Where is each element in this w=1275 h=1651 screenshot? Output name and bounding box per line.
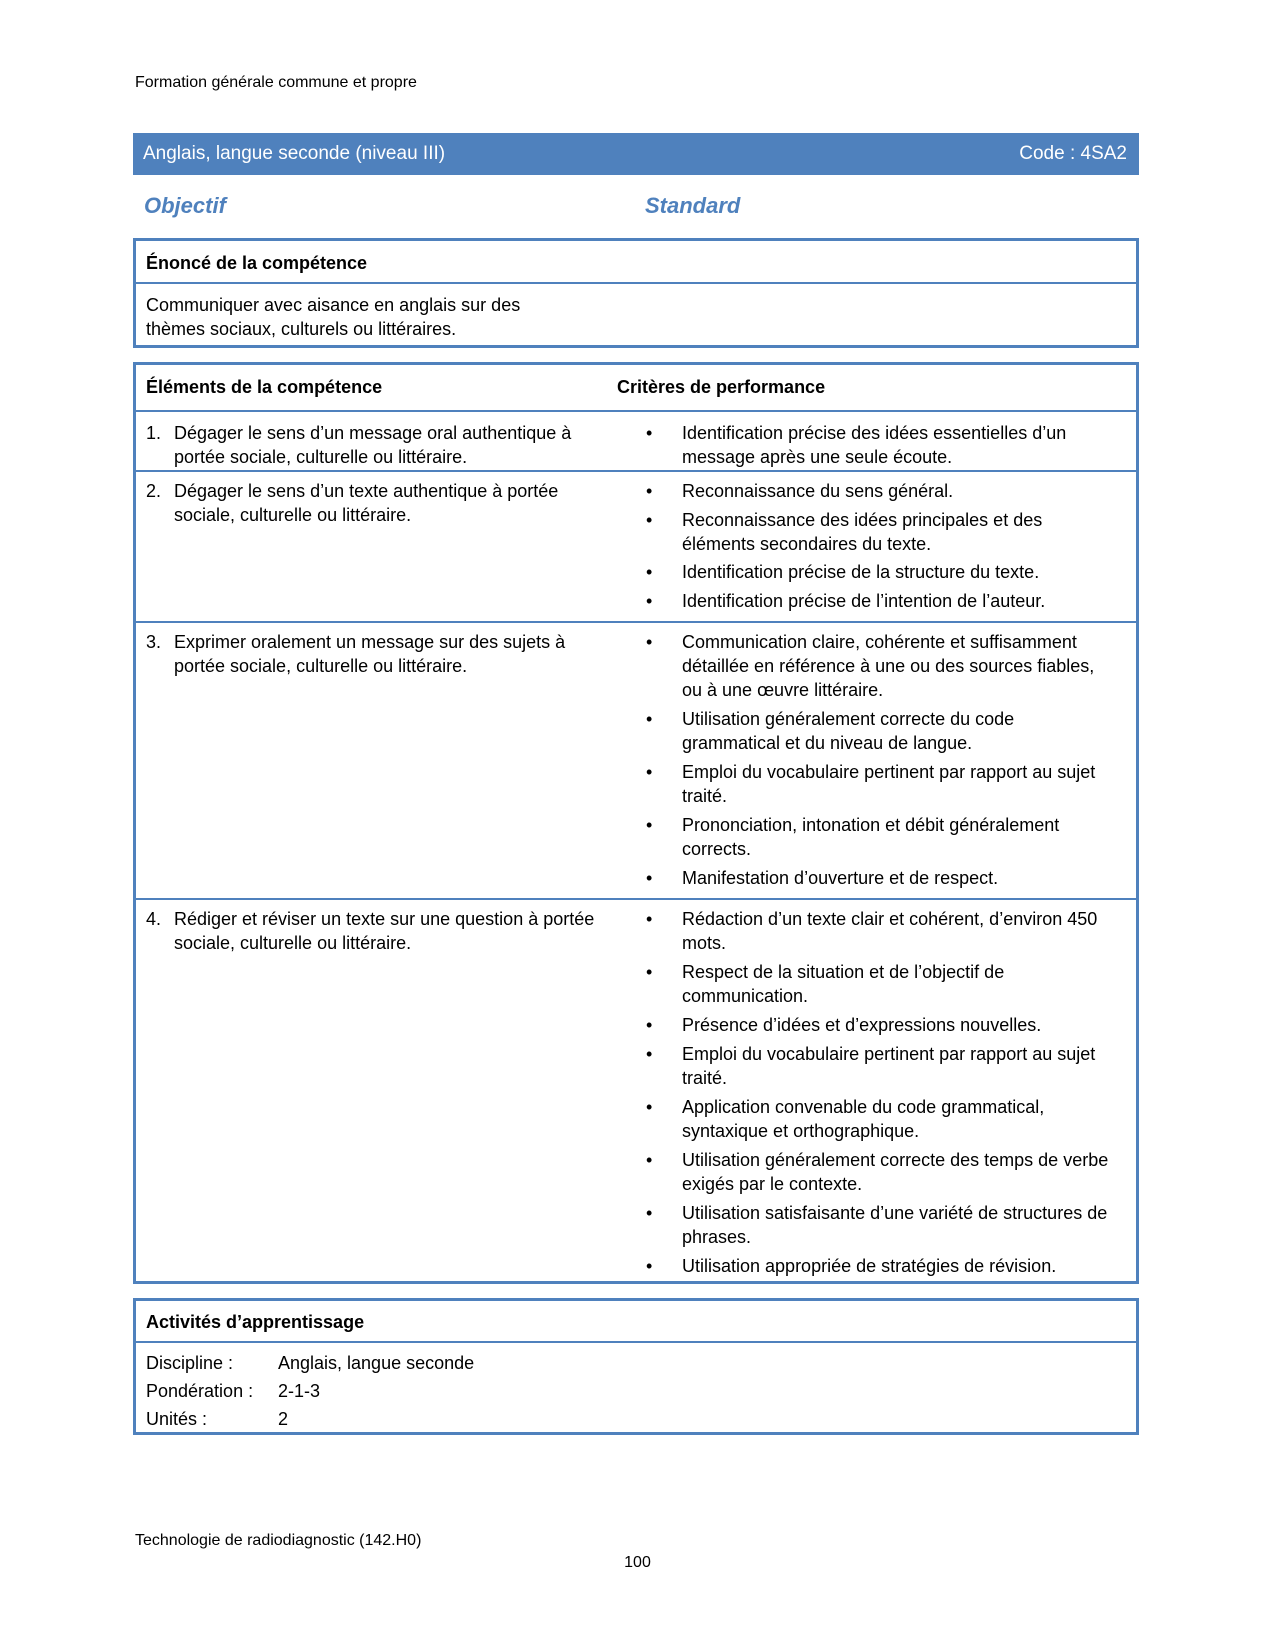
discipline-label: Discipline : [146,1353,234,1373]
row-divider [136,470,1136,472]
course-title-bar [133,133,1139,175]
enonce-title: Énoncé de la compétence [136,241,1136,284]
criterion: • Utilisation appropriée de stratégies de révision. [646,1256,1057,1276]
criterion: • Présence d’idées et d’expressions nouvelles. [646,1015,1042,1035]
element-number: 2. [146,481,162,501]
criterion: • Utilisation satisfaisante d’une variété de structures de phrases. [646,1203,1108,1247]
enonce-text [136,284,606,341]
bullet-icon: • [646,762,653,782]
discipline-row [146,1353,474,1374]
bullet-icon: • [646,632,653,652]
unites-row [146,1409,288,1430]
row-divider [136,621,1136,623]
col-criteres-header: Critères de performance [617,377,826,397]
bullet-icon: • [646,1015,653,1035]
unites-value: 2 [278,1409,289,1429]
col-elements-header: Éléments de la compétence [146,377,383,397]
criterion: • Communication claire, cohérente et suffisamment détaillée en référence à une ou des sources fiables, ou à une œuvre littéraire. [646,632,1095,700]
program-footer: Technologie de radiodiagnostic (142.H0) [135,1532,422,1549]
row-divider [136,898,1136,900]
ponderation-value: 2-1-3 [278,1381,321,1401]
element-3 [146,630,616,678]
criterion: • Identification précise des idées essentielles d’un message après une seule écoute. [646,423,1067,467]
bullet-icon: • [646,962,653,982]
ponderation-label: Pondération : [146,1381,254,1401]
element-number: 3. [146,632,162,652]
standard-label: Standard [645,193,741,218]
bullet-icon: • [646,423,653,443]
bullet-icon: • [646,709,653,729]
criterion: • Identification précise de la structure du texte. [646,562,1040,582]
bullet-icon: • [646,591,653,611]
criterion: • Reconnaissance des idées principales et des éléments secondaires du texte. [646,510,1043,554]
bullet-icon: • [646,1150,653,1170]
criterion: • Reconnaissance du sens général. [646,481,954,501]
criterion: • Utilisation généralement correcte des temps de verbe exigés par le contexte. [646,1150,1109,1194]
criterion: • Application convenable du code grammatical, syntaxique et orthographique. [646,1097,1045,1141]
enonce-line-2: thèmes sociaux, culturels ou littéraires. [146,319,457,339]
element-4 [146,907,616,955]
running-header: Formation générale commune et propre [135,74,417,91]
criterion: • Utilisation généralement correcte du code grammatical et du niveau de langue. [646,709,1015,753]
criterion: • Rédaction d’un texte clair et cohérent, d’environ 450 mots. [646,909,1098,953]
page-number: 100 [624,1554,651,1571]
enonce-box [133,238,1139,348]
course-code: Code : 4SA2 [1019,143,1127,164]
element-text: Rédiger et réviser un texte sur une question à portée sociale, culturelle ou littéraire. [174,909,595,953]
bullet-icon: • [646,815,653,835]
element-2 [146,479,616,527]
element-text: Dégager le sens d’un message oral authentique à portée sociale, culturelle ou littéraire. [174,423,572,467]
competence-table-header [136,365,1136,412]
bullet-icon: • [646,1044,653,1064]
bullet-icon: • [646,562,653,582]
element-1 [146,421,616,469]
criterion: • Emploi du vocabulaire pertinent par rapport au sujet traité. [646,1044,1096,1088]
criterion: • Prononciation, intonation et débit généralement corrects. [646,815,1060,859]
element-text: Exprimer oralement un message sur des sujets à portée sociale, culturelle ou littéraire. [174,632,566,676]
bullet-icon: • [646,1097,653,1117]
bullet-icon: • [646,481,653,501]
element-number: 4. [146,909,162,929]
criterion: • Respect de la situation et de l’objectif de communication. [646,962,1005,1006]
bullet-icon: • [646,1256,653,1276]
criterion: • Identification précise de l’intention de l’auteur. [646,591,1046,611]
objectif-label: Objectif [144,193,226,218]
course-title: Anglais, langue seconde (niveau III) [143,143,446,164]
discipline-value: Anglais, langue seconde [278,1353,475,1373]
ponderation-row [146,1381,320,1402]
activites-box [133,1298,1139,1435]
bullet-icon: • [646,909,653,929]
competence-table [133,362,1139,1284]
bullet-icon: • [646,510,653,530]
bullet-icon: • [646,868,653,888]
unites-label: Unités : [146,1409,208,1429]
criterion: • Emploi du vocabulaire pertinent par rapport au sujet traité. [646,762,1096,806]
bullet-icon: • [646,1203,653,1223]
enonce-line-1: Communiquer avec aisance en anglais sur des [146,295,521,315]
element-text: Dégager le sens d’un texte authentique à portée sociale, culturelle ou littéraire. [174,481,559,525]
criterion: • Manifestation d’ouverture et de respect. [646,868,999,888]
activites-title: Activités d’apprentissage [136,1301,1136,1343]
element-number: 1. [146,423,162,443]
